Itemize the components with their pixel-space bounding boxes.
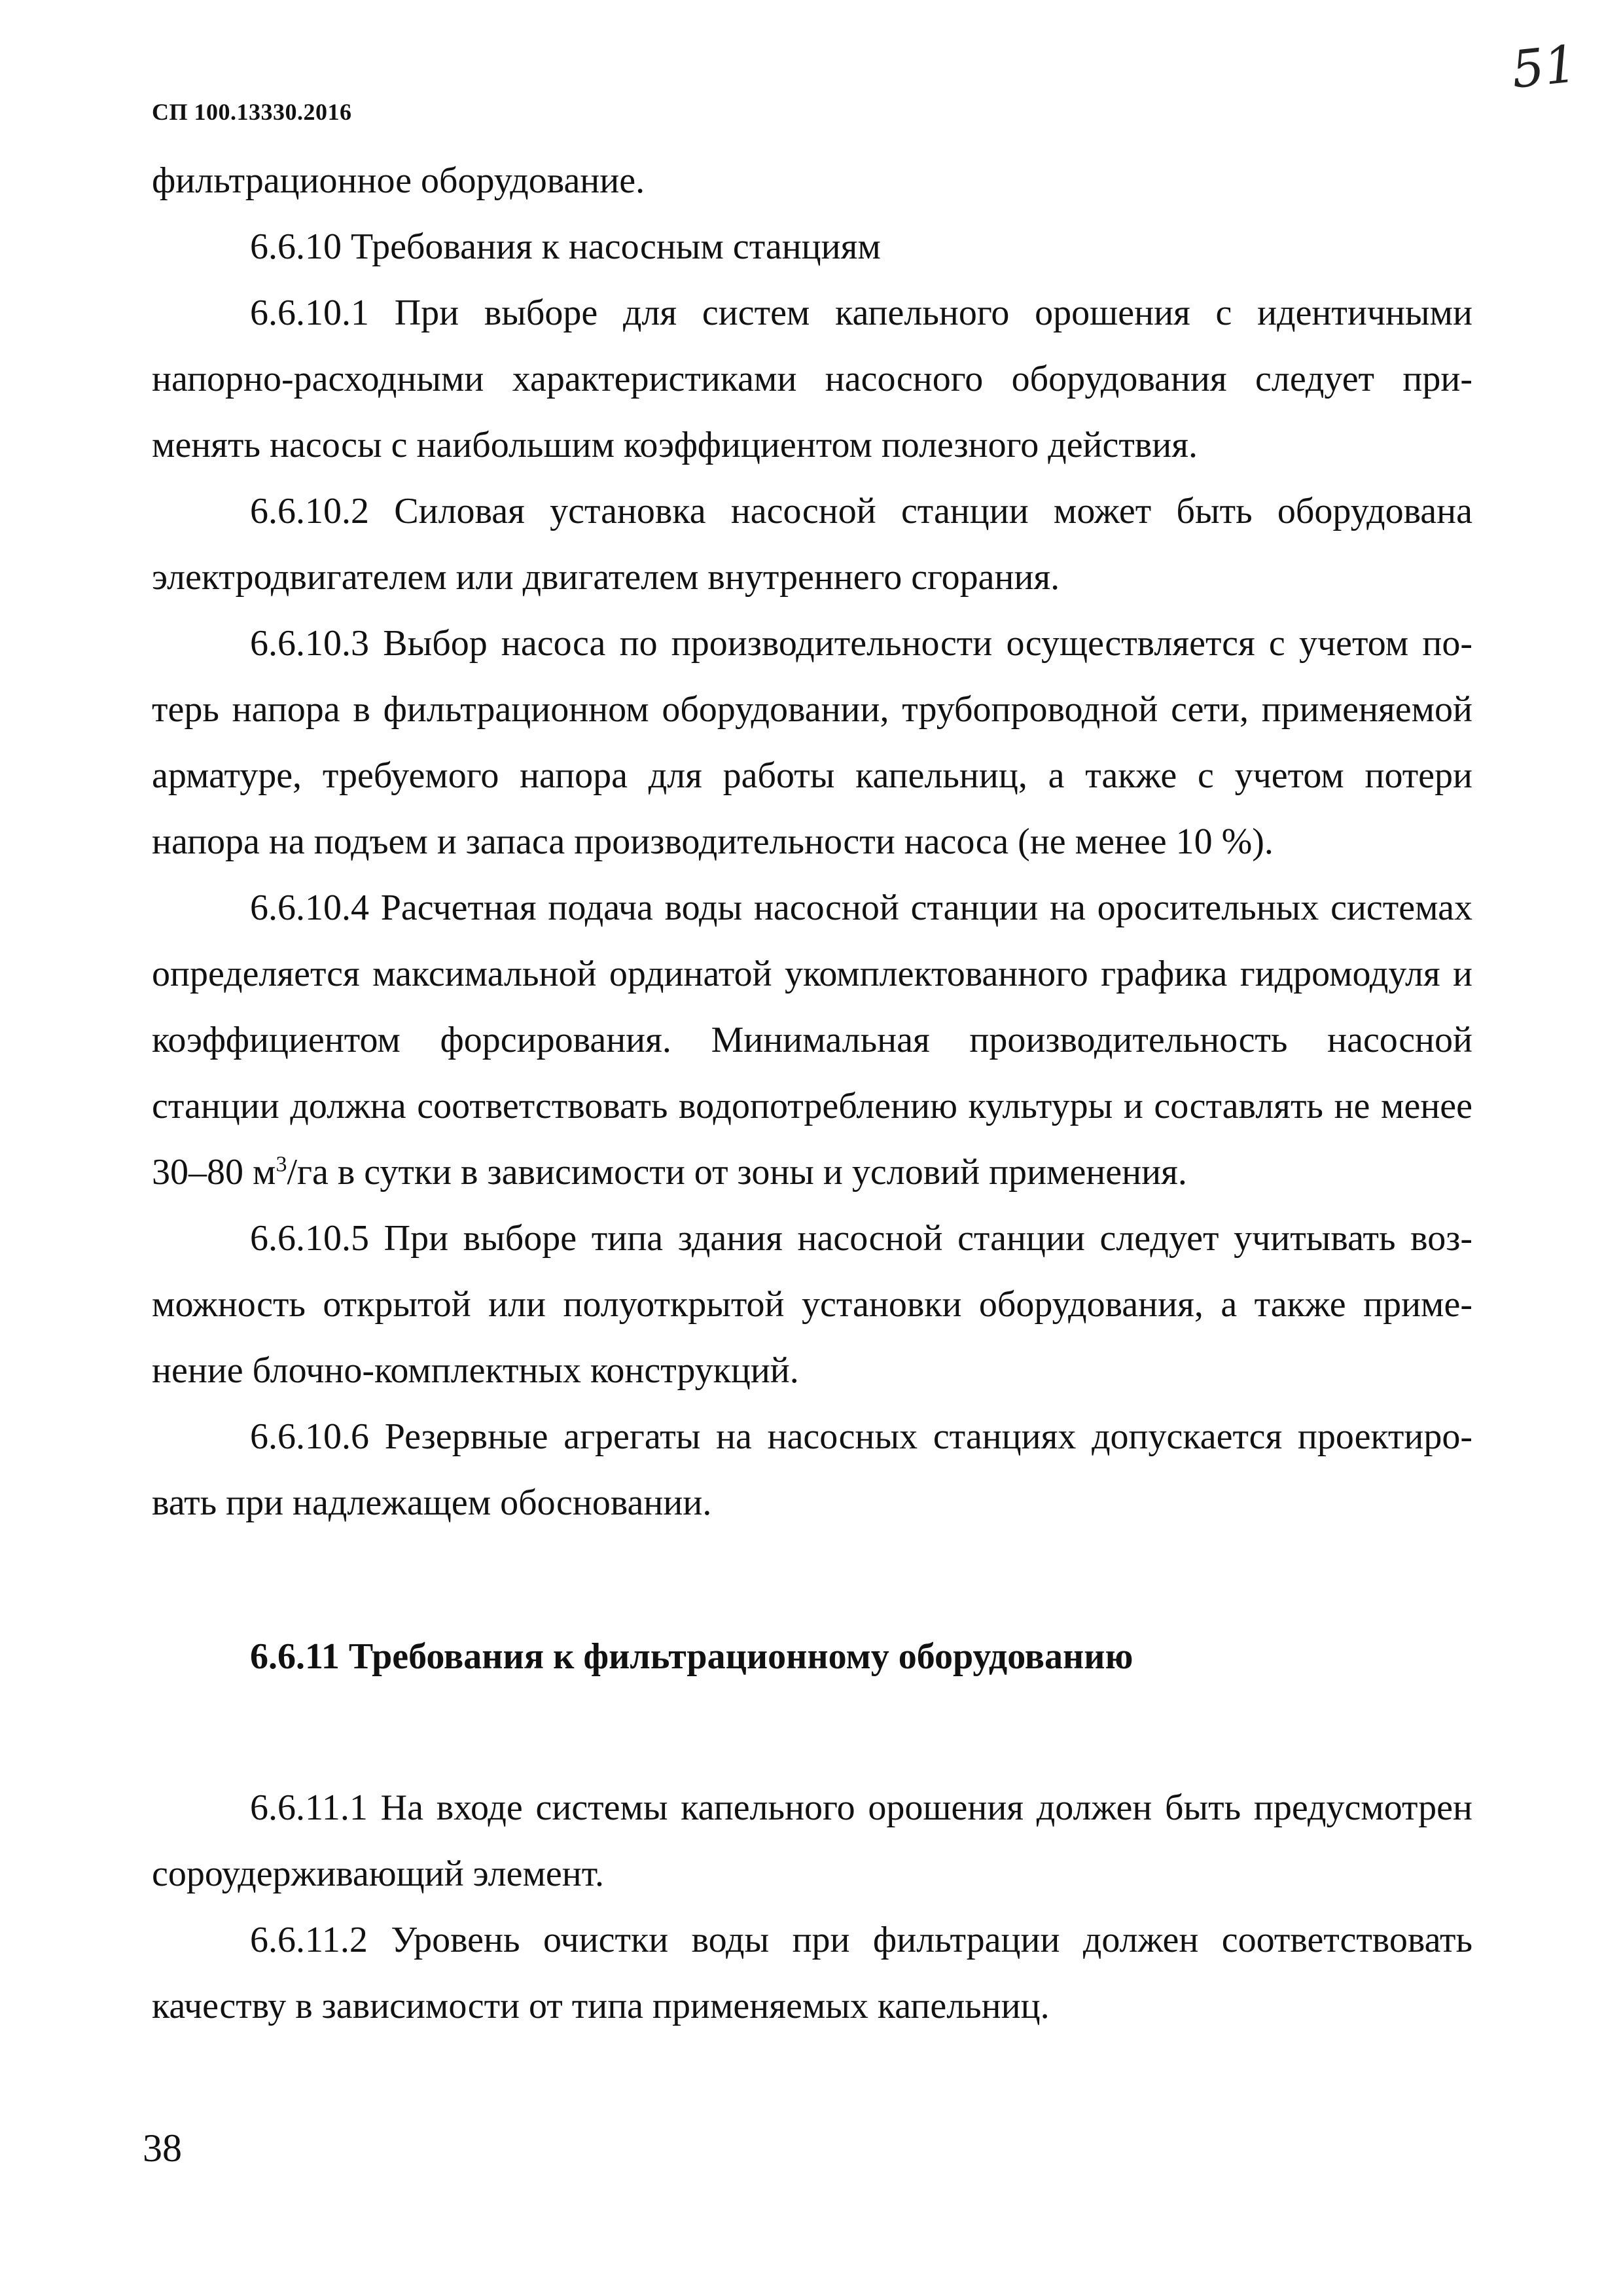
paragraph-6-6-11-2: 6.6.11.2 Уровень очистки воды при фильтрации должен соответствовать качеству в зависимости от типа применяемых капельниц. <box>152 1920 1472 2026</box>
document-code-header: СП 100.13330.2016 <box>152 99 352 125</box>
paragraph-6-6-10-4-tail: /га в сутки в зависимости от зоны и условий применения. <box>287 1152 1187 1193</box>
superscript-3: 3 <box>276 1152 287 1177</box>
handwritten-page-number: 51 <box>1508 35 1580 100</box>
paragraph-6-6-11-1: 6.6.11.1 На входе системы капельного орошения должен быть предусмотрен сороудерживающий элемент. <box>152 1787 1472 1894</box>
paragraph-6-6-10-4-text: 6.6.10.4 Расчетная подача воды насосной станции на оросительных системах определяется максимальной ординатой укомплектованного графика гидромодуля и коэффициентом форсирования. Минимальная производительность насосной станции должна соответствовать водопотреблению культуры и составлять не менее 30–80 м <box>152 888 1472 1193</box>
paragraph-6-6-10-6: 6.6.10.6 Резервные агрегаты на насосных станциях допускается проектировать при надлежащем обосновании. <box>152 1416 1472 1523</box>
paragraph-6-6-10-3: 6.6.10.3 Выбор насоса по производительности осуществляется с учетом потерь напора в фильтрационном оборудовании, трубопроводной сети, применяемой арматуре, требуемого напора для работы капельниц, а также с учетом потери напора на подъем и запаса производительности насоса (не менее 10 %). <box>152 623 1472 862</box>
page-number: 38 <box>143 2126 182 2170</box>
section-heading-6-6-11: 6.6.11 Требования к фильтрационному оборудованию <box>250 1636 1133 1677</box>
paragraph-6-6-10-4 <box>152 875 1472 1206</box>
paragraph-6-6-10-5: 6.6.10.5 При выборе типа здания насосной станции следует учитывать возможность открытой или полуоткрытой установки оборудования, а также применение блочно-комплектных конструкций. <box>152 1218 1472 1391</box>
paragraph-6-6-10-2: 6.6.10.2 Силовая установка насосной станции может быть оборудована электродвигателем или двигателем внутреннего сгорания. <box>152 491 1472 598</box>
paragraph-continuation: фильтрационное оборудование. <box>152 160 645 201</box>
paragraph-6-6-10-1: 6.6.10.1 При выборе для систем капельного орошения с идентичными напорно-расходными характеристиками насосного оборудования следует применять насосы с наибольшим коэффициентом полезного действия. <box>152 293 1472 465</box>
subsection-title-6-6-10: 6.6.10 Требования к насосным станциям <box>250 226 881 267</box>
document-body <box>152 148 1472 2039</box>
